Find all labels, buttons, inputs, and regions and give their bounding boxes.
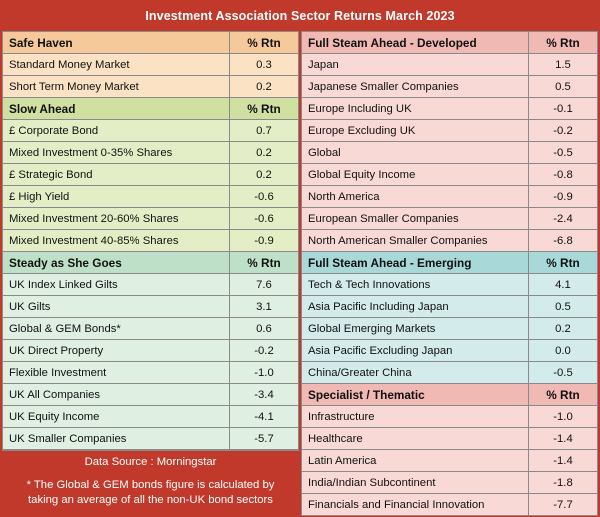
sector-label: Infrastructure <box>302 406 529 428</box>
sector-return: 0.6 <box>230 318 299 340</box>
footnote: * The Global & GEM bonds figure is calculated by taking an average of all the non-UK bond sectors <box>2 474 299 516</box>
table-row <box>302 230 598 252</box>
sector-return: -5.7 <box>230 428 299 450</box>
sector-return: -4.1 <box>230 406 299 428</box>
sector-label: Asia Pacific Including Japan <box>302 296 529 318</box>
sector-return: -0.5 <box>529 362 598 384</box>
group-title: Full Steam Ahead - Emerging <box>302 252 529 274</box>
table-body <box>2 31 598 516</box>
table-row <box>3 384 299 406</box>
table-row <box>302 76 598 98</box>
table-row <box>3 54 299 76</box>
group-header-safe-haven <box>3 32 299 54</box>
left-column <box>2 31 301 516</box>
sector-label: UK All Companies <box>3 384 230 406</box>
sector-return: 3.1 <box>230 296 299 318</box>
group-header-full-steam-ahead-developed <box>302 32 598 54</box>
sector-return: -0.6 <box>230 186 299 208</box>
sector-return: -1.8 <box>529 472 598 494</box>
sector-return: -7.7 <box>529 494 598 516</box>
group-title: Steady as She Goes <box>3 252 230 274</box>
group-title: Safe Haven <box>3 32 230 54</box>
sector-label: North America <box>302 186 529 208</box>
sector-return: 0.2 <box>529 318 598 340</box>
sector-return: -0.6 <box>230 208 299 230</box>
sector-label: Global & GEM Bonds* <box>3 318 230 340</box>
sector-return: 0.2 <box>230 142 299 164</box>
table-row <box>302 450 598 472</box>
table-row <box>302 494 598 516</box>
sector-label: Japanese Smaller Companies <box>302 76 529 98</box>
right-column <box>301 31 598 516</box>
column-header-return: % Rtn <box>529 252 598 274</box>
table-row <box>302 120 598 142</box>
table-row <box>3 164 299 186</box>
right-table <box>301 31 598 516</box>
column-header-return: % Rtn <box>529 384 598 406</box>
table-row <box>302 142 598 164</box>
sector-label: Flexible Investment <box>3 362 230 384</box>
table-row <box>302 296 598 318</box>
sector-return: 0.5 <box>529 296 598 318</box>
group-header-steady-as-she-goes <box>3 252 299 274</box>
table-row <box>3 230 299 252</box>
sector-return: -3.4 <box>230 384 299 406</box>
sector-label: Global Emerging Markets <box>302 318 529 340</box>
sector-label: Healthcare <box>302 428 529 450</box>
table-row <box>302 208 598 230</box>
sector-return: -1.0 <box>529 406 598 428</box>
table-row <box>302 274 598 296</box>
group-title: Specialist / Thematic <box>302 384 529 406</box>
group-title: Full Steam Ahead - Developed <box>302 32 529 54</box>
sector-label: Short Term Money Market <box>3 76 230 98</box>
group-header-specialist-thematic <box>302 384 598 406</box>
sector-return: 0.7 <box>230 120 299 142</box>
sector-label: Tech & Tech Innovations <box>302 274 529 296</box>
sector-return: -0.5 <box>529 142 598 164</box>
group-header-full-steam-ahead-emerging <box>302 252 598 274</box>
table-row <box>302 318 598 340</box>
table-row <box>3 142 299 164</box>
sector-label: North American Smaller Companies <box>302 230 529 252</box>
sector-label: Mixed Investment 20-60% Shares <box>3 208 230 230</box>
sector-label: Europe Excluding UK <box>302 120 529 142</box>
sector-return: 7.6 <box>230 274 299 296</box>
sector-label: £ Corporate Bond <box>3 120 230 142</box>
column-header-return: % Rtn <box>230 252 299 274</box>
table-row <box>302 472 598 494</box>
sector-label: Mixed Investment 40-85% Shares <box>3 230 230 252</box>
sector-return: 0.2 <box>230 164 299 186</box>
page-title: Investment Association Sector Returns March 2023 <box>2 2 598 31</box>
sector-label: UK Smaller Companies <box>3 428 230 450</box>
sector-label: Financials and Financial Innovation <box>302 494 529 516</box>
table-row <box>3 274 299 296</box>
sector-label: Mixed Investment 0-35% Shares <box>3 142 230 164</box>
table-row <box>302 362 598 384</box>
table-row <box>302 98 598 120</box>
sector-label: Asia Pacific Excluding Japan <box>302 340 529 362</box>
sector-return: -1.0 <box>230 362 299 384</box>
sector-return: -6.8 <box>529 230 598 252</box>
sector-return: 1.5 <box>529 54 598 76</box>
table-row <box>3 296 299 318</box>
sector-return: -0.8 <box>529 164 598 186</box>
table-row <box>3 318 299 340</box>
sector-return: 0.0 <box>529 340 598 362</box>
table-row <box>302 406 598 428</box>
sector-label: £ Strategic Bond <box>3 164 230 186</box>
table-row <box>3 76 299 98</box>
sector-label: Europe Including UK <box>302 98 529 120</box>
sector-label: Japan <box>302 54 529 76</box>
data-source-label: Data Source : Morningstar <box>2 450 299 474</box>
sector-label: European Smaller Companies <box>302 208 529 230</box>
sector-return: -0.1 <box>529 98 598 120</box>
sector-label: UK Index Linked Gilts <box>3 274 230 296</box>
sector-label: China/Greater China <box>302 362 529 384</box>
sector-label: UK Gilts <box>3 296 230 318</box>
column-header-return: % Rtn <box>230 98 299 120</box>
group-header-slow-ahead <box>3 98 299 120</box>
table-row <box>302 164 598 186</box>
table-row <box>3 208 299 230</box>
table-row <box>3 186 299 208</box>
sector-return: 4.1 <box>529 274 598 296</box>
sector-return: 0.2 <box>230 76 299 98</box>
sector-label: Standard Money Market <box>3 54 230 76</box>
table-row <box>302 340 598 362</box>
sector-label: £ High Yield <box>3 186 230 208</box>
sector-label: Global Equity Income <box>302 164 529 186</box>
sector-return: 0.3 <box>230 54 299 76</box>
table-row <box>3 406 299 428</box>
table-row <box>3 362 299 384</box>
sector-return: -1.4 <box>529 428 598 450</box>
sector-return: -1.4 <box>529 450 598 472</box>
sector-label: Global <box>302 142 529 164</box>
group-title: Slow Ahead <box>3 98 230 120</box>
sector-return: -0.9 <box>230 230 299 252</box>
sector-label: UK Direct Property <box>3 340 230 362</box>
table-row <box>302 428 598 450</box>
sector-return: -0.2 <box>529 120 598 142</box>
table-row <box>3 340 299 362</box>
table-row <box>3 428 299 450</box>
sector-label: India/Indian Subcontinent <box>302 472 529 494</box>
sector-label: Latin America <box>302 450 529 472</box>
sector-return: -2.4 <box>529 208 598 230</box>
left-table <box>2 31 299 450</box>
table-row <box>302 54 598 76</box>
table-row <box>3 120 299 142</box>
sector-return: -0.9 <box>529 186 598 208</box>
table-row <box>302 186 598 208</box>
sector-return: 0.5 <box>529 76 598 98</box>
column-header-return: % Rtn <box>230 32 299 54</box>
column-header-return: % Rtn <box>529 32 598 54</box>
sector-label: UK Equity Income <box>3 406 230 428</box>
sector-return: -0.2 <box>230 340 299 362</box>
